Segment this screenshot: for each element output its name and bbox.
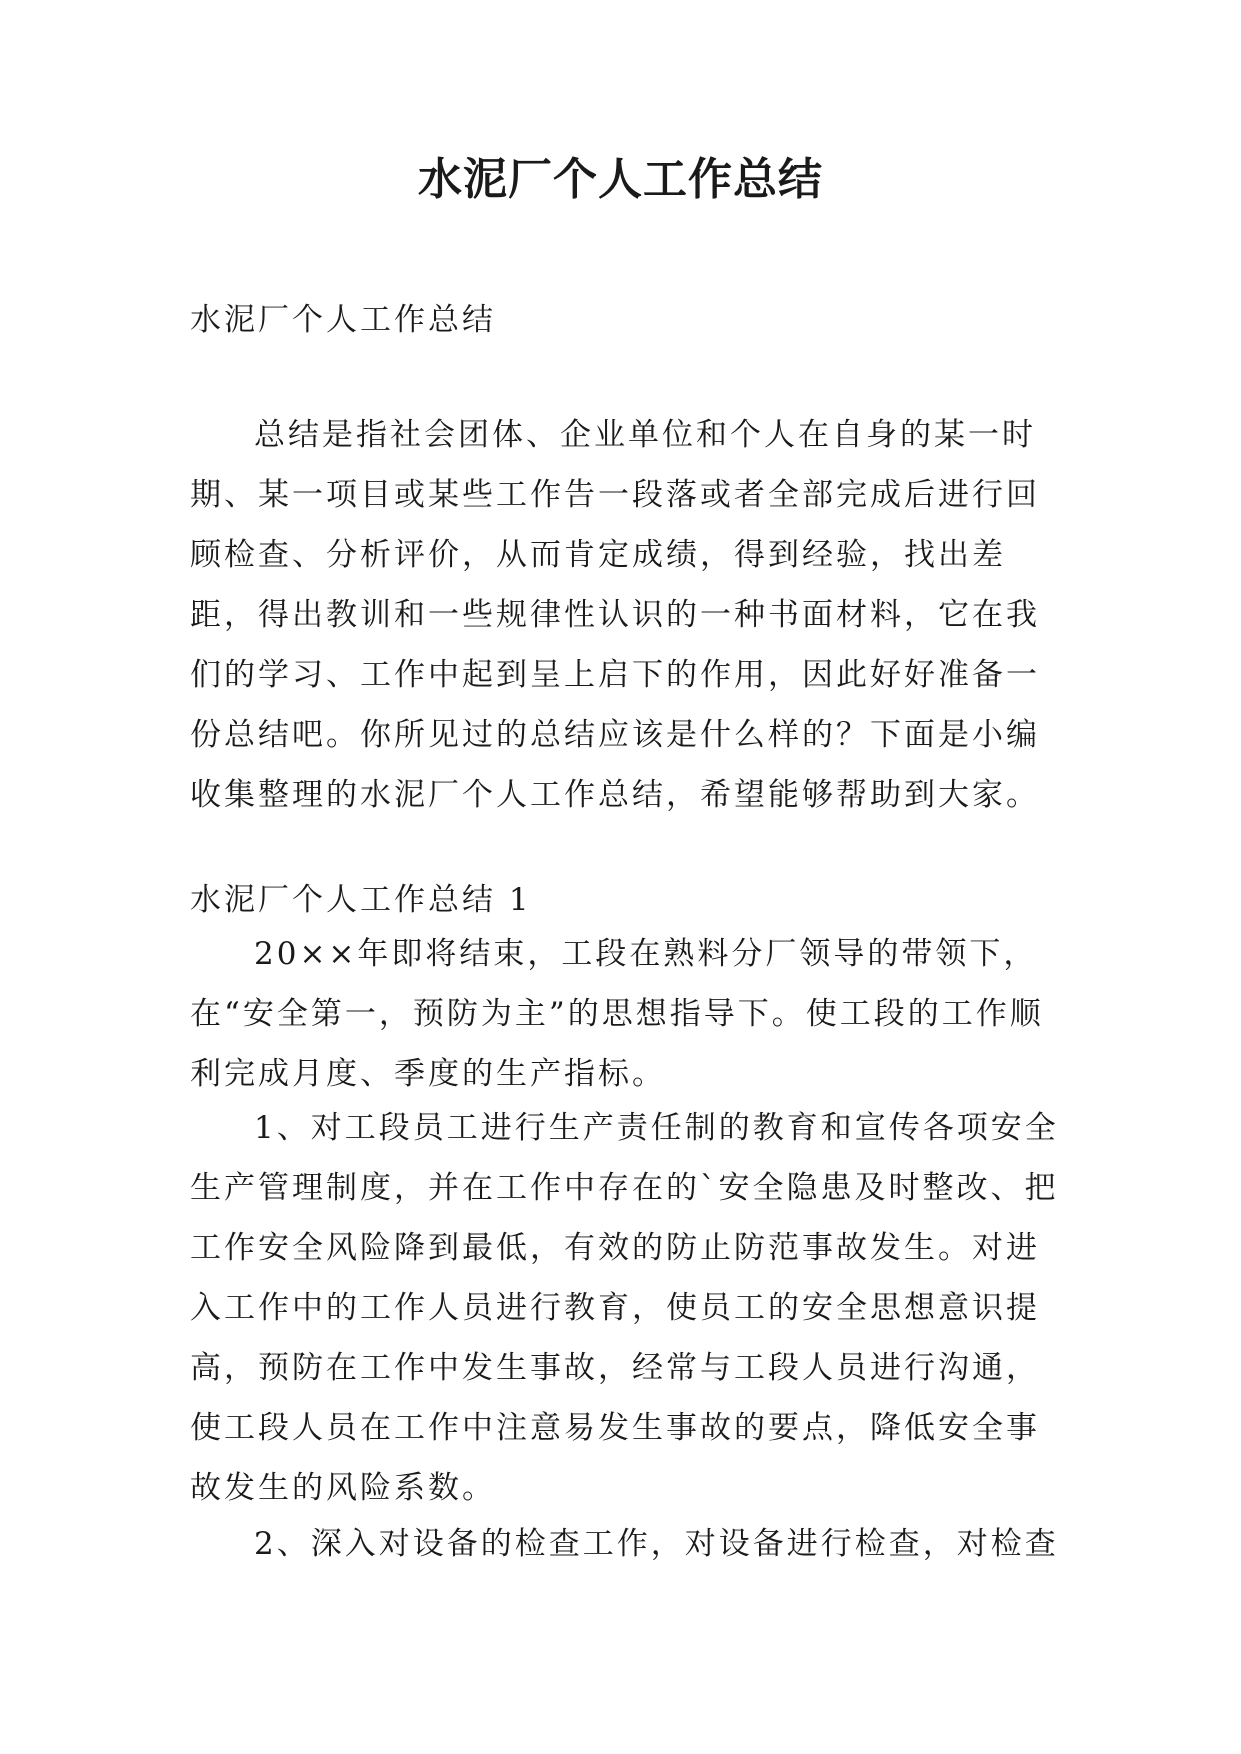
document-title: 水泥厂个人工作总结 — [418, 154, 823, 205]
section-paragraph-2: 1、对工段员工进行生产责任制的教育和宣传各项安全生产管理制度，并在工作中存在的`安全隐患及时整改、把工作安全风险降到最低，有效的防止防范事故发生。对进入工作中的工作人员进行教育，使员工的安全思想意识提高，预防在工作中发生事故，经常与工段人员进行沟通，使工段人员在工作中注意易发生事故的要点，降低安全事故发生的风险系数。 — [190, 1110, 1059, 1506]
section-heading: 水泥厂个人工作总结 1 — [190, 882, 532, 918]
section-paragraph-1: 20××年即将结束，工段在熟料分厂领导的带领下，在“安全第一，预防为主”的思想指导下。使工段的工作顺利完成月度、季度的生产指标。 — [190, 936, 1044, 1092]
intro-paragraph: 总结是指社会团体、企业单位和个人在自身的某一时期、某一项目或某些工作告一段落或者全部完成后进行回顾检查、分析评价，从而肯定成绩，得到经验，找出差距，得出教训和一些规律性认识的一种书面材料，它在我们的学习、工作中起到呈上启下的作用，因此好好准备一份总结吧。你所见过的总结应该是什么样的？下面是小编收集整理的水泥厂个人工作总结，希望能够帮助到大家。 — [190, 417, 1040, 813]
section-paragraph-3: 2、深入对设备的检查工作，对设备进行检查，对检查 — [254, 1526, 1059, 1562]
document-subtitle: 水泥厂个人工作总结 — [190, 302, 496, 338]
